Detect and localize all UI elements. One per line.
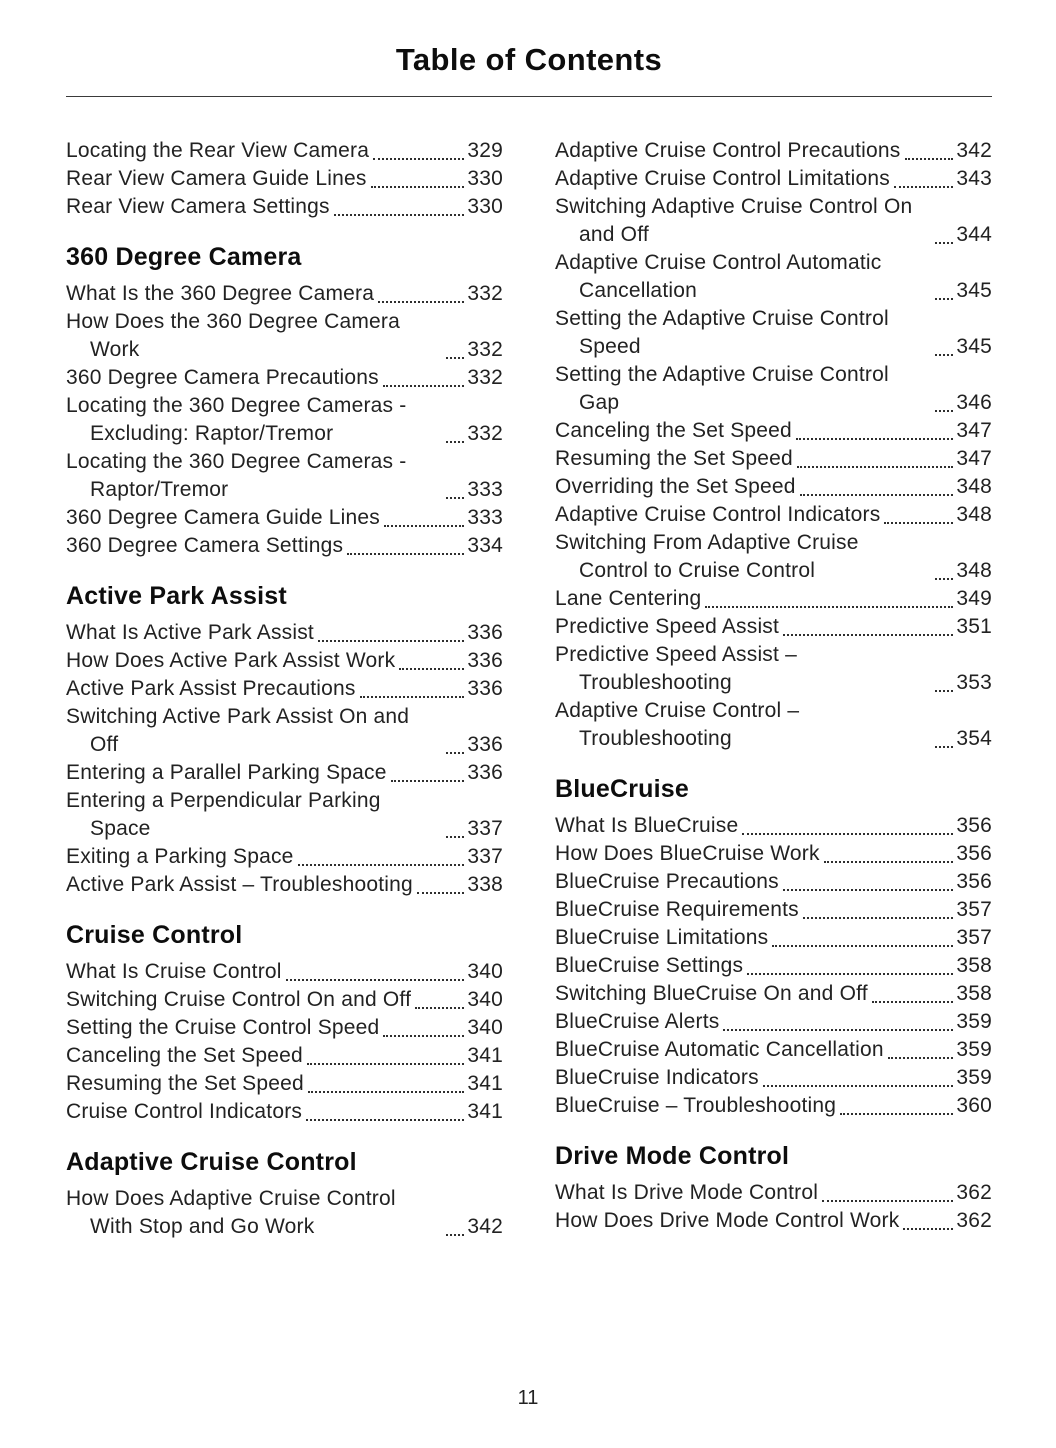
toc-entry-title: Overriding the Set Speed — [555, 475, 796, 498]
toc-entry — [555, 249, 992, 305]
toc-entry-page: 347 — [956, 447, 992, 470]
toc-entry-title: BlueCruise Settings — [555, 954, 744, 977]
toc-entry-page: 336 — [467, 733, 503, 756]
toc-column-left — [66, 137, 503, 1241]
toc-entry — [555, 361, 992, 417]
dot-leader — [399, 668, 464, 670]
section-heading: BlueCruise — [555, 775, 689, 803]
toc-entry-page: 342 — [467, 1215, 503, 1238]
toc-entry-title: How Does the 360 Degree Camera Work — [66, 310, 401, 361]
dot-leader — [935, 746, 953, 748]
dot-leader — [307, 1063, 464, 1065]
toc-entry-title: Predictive Speed Assist — [555, 615, 780, 638]
toc-entry — [66, 448, 503, 504]
toc-entry-title: What Is Cruise Control — [66, 960, 282, 983]
dot-leader — [371, 186, 465, 188]
toc-entry-title: Switching From Adaptive Cruise Control to Cruise Control — [555, 531, 859, 582]
dot-leader — [415, 1007, 464, 1009]
toc-entry — [555, 812, 992, 840]
toc-entry-page: 341 — [467, 1072, 503, 1095]
dot-leader — [796, 438, 953, 440]
toc-entry — [555, 697, 992, 753]
toc-entry-title: Setting the Adaptive Cruise Control Speed — [555, 307, 889, 358]
dot-leader — [824, 861, 954, 863]
toc-entry-page: 340 — [467, 988, 503, 1011]
toc-entry-title: Canceling the Set Speed — [66, 1044, 303, 1067]
toc-entry — [555, 417, 992, 445]
toc-entry-title: Adaptive Cruise Control Automatic Cancellation — [555, 251, 882, 302]
toc-entry-page: 333 — [467, 506, 503, 529]
toc-entry-title: Resuming the Set Speed — [66, 1072, 304, 1095]
toc-entry-title: Canceling the Set Speed — [555, 419, 792, 442]
toc-entry — [555, 1207, 992, 1235]
toc-entry — [66, 647, 503, 675]
toc-entry-title: BlueCruise Indicators — [555, 1066, 759, 1089]
toc-entry — [555, 1008, 992, 1036]
toc-entry — [66, 759, 503, 787]
toc-entry-title: How Does BlueCruise Work — [555, 842, 820, 865]
toc-entry-title: 360 Degree Camera Settings — [66, 534, 344, 557]
toc-entry-title: Rear View Camera Guide Lines — [66, 167, 367, 190]
dot-leader — [723, 1029, 953, 1031]
dot-leader — [306, 1119, 464, 1121]
dot-leader — [935, 690, 953, 692]
dot-leader — [783, 889, 954, 891]
dot-leader — [742, 833, 953, 835]
toc-entry-page: 336 — [467, 621, 503, 644]
toc-entry-title: Active Park Assist – Troubleshooting — [66, 873, 413, 896]
dot-leader — [308, 1091, 464, 1093]
toc-entry — [555, 840, 992, 868]
dot-leader — [840, 1113, 953, 1115]
toc-entry — [555, 585, 992, 613]
toc-entry — [555, 868, 992, 896]
toc-entry-page: 360 — [956, 1094, 992, 1117]
section-heading: Drive Mode Control — [555, 1142, 790, 1170]
toc-entry — [555, 1064, 992, 1092]
toc-entry-page: 348 — [956, 503, 992, 526]
toc-entry — [66, 871, 503, 899]
toc-entry-title: What Is the 360 Degree Camera — [66, 282, 375, 305]
toc-entry — [555, 473, 992, 501]
toc-entry-page: 345 — [956, 279, 992, 302]
toc-entry — [66, 843, 503, 871]
toc-entry-page: 356 — [956, 814, 992, 837]
toc-entry — [555, 980, 992, 1008]
toc-entry-title: BlueCruise – Troubleshooting — [555, 1094, 837, 1117]
page-header — [66, 42, 992, 97]
dot-leader — [894, 186, 953, 188]
toc-entry-page: 337 — [467, 817, 503, 840]
toc-entry-title: Setting the Adaptive Cruise Control Gap — [555, 363, 889, 414]
toc-entry-title: Adaptive Cruise Control Limitations — [555, 167, 890, 190]
toc-entry-page: 347 — [956, 419, 992, 442]
toc-entry-title: Switching Cruise Control On and Off — [66, 988, 412, 1011]
toc-entry — [555, 1179, 992, 1207]
toc-entry-page: 348 — [956, 475, 992, 498]
dot-leader — [763, 1085, 954, 1087]
page-number: 11 — [517, 1387, 539, 1409]
toc-entry-page: 358 — [956, 954, 992, 977]
toc-entry — [555, 1036, 992, 1064]
toc-entry-page: 332 — [467, 366, 503, 389]
dot-leader — [318, 640, 464, 642]
toc-entry-title: How Does Drive Mode Control Work — [555, 1209, 900, 1232]
dot-leader — [800, 494, 954, 496]
toc-entry-title: What Is Drive Mode Control — [555, 1181, 819, 1204]
section-heading: Active Park Assist — [66, 582, 287, 610]
toc-entry — [66, 165, 503, 193]
toc-columns — [66, 137, 992, 1241]
toc-entry — [555, 193, 992, 249]
toc-entry-title: Cruise Control Indicators — [66, 1100, 303, 1123]
dot-leader — [446, 836, 464, 838]
toc-entry — [66, 1185, 503, 1241]
toc-entry — [555, 501, 992, 529]
toc-entry — [66, 392, 503, 448]
toc-entry-page: 351 — [956, 615, 992, 638]
toc-entry-page: 341 — [467, 1100, 503, 1123]
toc-entry — [555, 165, 992, 193]
toc-entry-title: What Is Active Park Assist — [66, 621, 314, 644]
toc-entry — [66, 532, 503, 560]
toc-entry — [66, 504, 503, 532]
dot-leader — [298, 864, 465, 866]
toc-entry-page: 345 — [956, 335, 992, 358]
toc-entry-page: 354 — [956, 727, 992, 750]
toc-entry-page: 334 — [467, 534, 503, 557]
toc-entry-title: Adaptive Cruise Control Precautions — [555, 139, 901, 162]
dot-leader — [772, 945, 953, 947]
toc-entry-page: 348 — [956, 559, 992, 582]
dot-leader — [360, 696, 465, 698]
toc-entry-page: 333 — [467, 478, 503, 501]
toc-entry — [66, 364, 503, 392]
toc-entry — [555, 445, 992, 473]
toc-entry-page: 340 — [467, 960, 503, 983]
toc-entry — [66, 193, 503, 221]
toc-entry-page: 356 — [956, 870, 992, 893]
toc-entry-page: 337 — [467, 845, 503, 868]
toc-entry-title: Switching BlueCruise On and Off — [555, 982, 868, 1005]
toc-entry-page: 329 — [467, 139, 503, 162]
toc-entry-title: Active Park Assist Precautions — [66, 677, 356, 700]
dot-leader — [935, 298, 953, 300]
section-heading: 360 Degree Camera — [66, 243, 302, 271]
toc-entry-page: 349 — [956, 587, 992, 610]
toc-entry-page: 342 — [956, 139, 992, 162]
toc-entry-page: 359 — [956, 1066, 992, 1089]
toc-entry-title: Adaptive Cruise Control – Troubleshooting — [555, 699, 800, 750]
toc-entry-page: 356 — [956, 842, 992, 865]
dot-leader — [391, 780, 465, 782]
toc-entry-page: 344 — [956, 223, 992, 246]
toc-entry — [66, 137, 503, 165]
section-heading: Cruise Control — [66, 921, 243, 949]
toc-entry-title: Locating the Rear View Camera — [66, 139, 370, 162]
toc-entry — [555, 137, 992, 165]
toc-entry — [66, 986, 503, 1014]
page-title: Table of Contents — [395, 42, 663, 77]
toc-entry — [66, 308, 503, 364]
toc-entry-title: Locating the 360 Degree Cameras - Excluding: Raptor/Tremor — [66, 394, 407, 445]
dot-leader — [903, 1228, 953, 1230]
toc-entry-title: BlueCruise Precautions — [555, 870, 779, 893]
toc-entry-title: How Does Adaptive Cruise Control With Stop and Go Work — [66, 1187, 396, 1238]
toc-entry-title: BlueCruise Limitations — [555, 926, 769, 949]
dot-leader — [446, 497, 464, 499]
toc-entry-page: 330 — [467, 195, 503, 218]
page-footer — [0, 1387, 1056, 1410]
toc-entry — [66, 703, 503, 759]
toc-entry-page: 357 — [956, 926, 992, 949]
toc-entry-page: 340 — [467, 1016, 503, 1039]
toc-entry-title: Rear View Camera Settings — [66, 195, 330, 218]
toc-entry-page: 353 — [956, 671, 992, 694]
title-divider — [66, 96, 992, 97]
toc-entry-page: 359 — [956, 1038, 992, 1061]
toc-column-right — [555, 137, 992, 1241]
dot-leader — [383, 385, 465, 387]
dot-leader — [872, 1001, 954, 1003]
toc-entry — [555, 613, 992, 641]
dot-leader — [446, 1234, 464, 1236]
dot-leader — [905, 158, 954, 160]
toc-entry — [66, 1014, 503, 1042]
toc-entry-title: BlueCruise Alerts — [555, 1010, 720, 1033]
dot-leader — [822, 1200, 953, 1202]
toc-entry-title: How Does Active Park Assist Work — [66, 649, 396, 672]
dot-leader — [935, 578, 953, 580]
toc-entry — [66, 787, 503, 843]
toc-entry-title: BlueCruise Automatic Cancellation — [555, 1038, 884, 1061]
toc-entry-title: Entering a Parallel Parking Space — [66, 761, 387, 784]
toc-entry — [66, 675, 503, 703]
toc-entry-title: Setting the Cruise Control Speed — [66, 1016, 380, 1039]
toc-entry-title: Switching Adaptive Cruise Control On and Off — [555, 195, 913, 246]
dot-leader — [378, 301, 464, 303]
dot-leader — [935, 410, 953, 412]
toc-entry-page: 336 — [467, 677, 503, 700]
toc-entry — [555, 952, 992, 980]
toc-entry-title: Exiting a Parking Space — [66, 845, 294, 868]
toc-entry-page: 332 — [467, 338, 503, 361]
toc-entry-page: 346 — [956, 391, 992, 414]
dot-leader — [373, 158, 464, 160]
dot-leader — [446, 357, 464, 359]
toc-entry-page: 336 — [467, 649, 503, 672]
dot-leader — [747, 973, 953, 975]
toc-entry-page: 332 — [467, 282, 503, 305]
dot-leader — [446, 752, 464, 754]
dot-leader — [417, 892, 464, 894]
toc-entry-title: Locating the 360 Degree Cameras - Raptor/Tremor — [66, 450, 407, 501]
toc-entry — [66, 1070, 503, 1098]
toc-entry-title: Lane Centering — [555, 587, 702, 610]
dot-leader — [334, 214, 465, 216]
toc-entry-page: 330 — [467, 167, 503, 190]
dot-leader — [783, 634, 953, 636]
toc-entry-page: 338 — [467, 873, 503, 896]
dot-leader — [884, 522, 953, 524]
toc-entry — [555, 924, 992, 952]
toc-entry-page: 343 — [956, 167, 992, 190]
toc-entry — [555, 1092, 992, 1120]
toc-entry-title: 360 Degree Camera Guide Lines — [66, 506, 380, 529]
toc-entry — [66, 1042, 503, 1070]
toc-entry — [66, 1098, 503, 1126]
toc-entry-page: 341 — [467, 1044, 503, 1067]
dot-leader — [935, 242, 953, 244]
toc-entry — [555, 896, 992, 924]
toc-entry-page: 362 — [956, 1181, 992, 1204]
dot-leader — [383, 1035, 464, 1037]
toc-entry-page: 359 — [956, 1010, 992, 1033]
toc-entry-page: 332 — [467, 422, 503, 445]
toc-entry-title: Resuming the Set Speed — [555, 447, 793, 470]
toc-entry-title: What Is BlueCruise — [555, 814, 739, 837]
toc-entry-title: Switching Active Park Assist On and Off — [66, 705, 410, 756]
section-heading: Adaptive Cruise Control — [66, 1148, 357, 1176]
toc-entry-page: 336 — [467, 761, 503, 784]
toc-entry-title: 360 Degree Camera Precautions — [66, 366, 379, 389]
toc-entry — [66, 619, 503, 647]
dot-leader — [935, 354, 953, 356]
toc-entry — [66, 958, 503, 986]
toc-entry-title: Adaptive Cruise Control Indicators — [555, 503, 881, 526]
toc-entry — [555, 641, 992, 697]
toc-entry-page: 362 — [956, 1209, 992, 1232]
dot-leader — [384, 525, 464, 527]
dot-leader — [888, 1057, 954, 1059]
toc-entry — [555, 305, 992, 361]
toc-entry-page: 358 — [956, 982, 992, 1005]
toc-entry — [66, 280, 503, 308]
dot-leader — [347, 553, 464, 555]
dot-leader — [286, 979, 465, 981]
dot-leader — [705, 606, 953, 608]
dot-leader — [797, 466, 953, 468]
toc-entry-page: 357 — [956, 898, 992, 921]
dot-leader — [803, 917, 953, 919]
toc-entry-title: Predictive Speed Assist – Troubleshooting — [555, 643, 797, 694]
toc-entry-title: BlueCruise Requirements — [555, 898, 799, 921]
toc-entry — [555, 529, 992, 585]
dot-leader — [446, 441, 464, 443]
toc-entry-title: Entering a Perpendicular Parking Space — [66, 789, 381, 840]
